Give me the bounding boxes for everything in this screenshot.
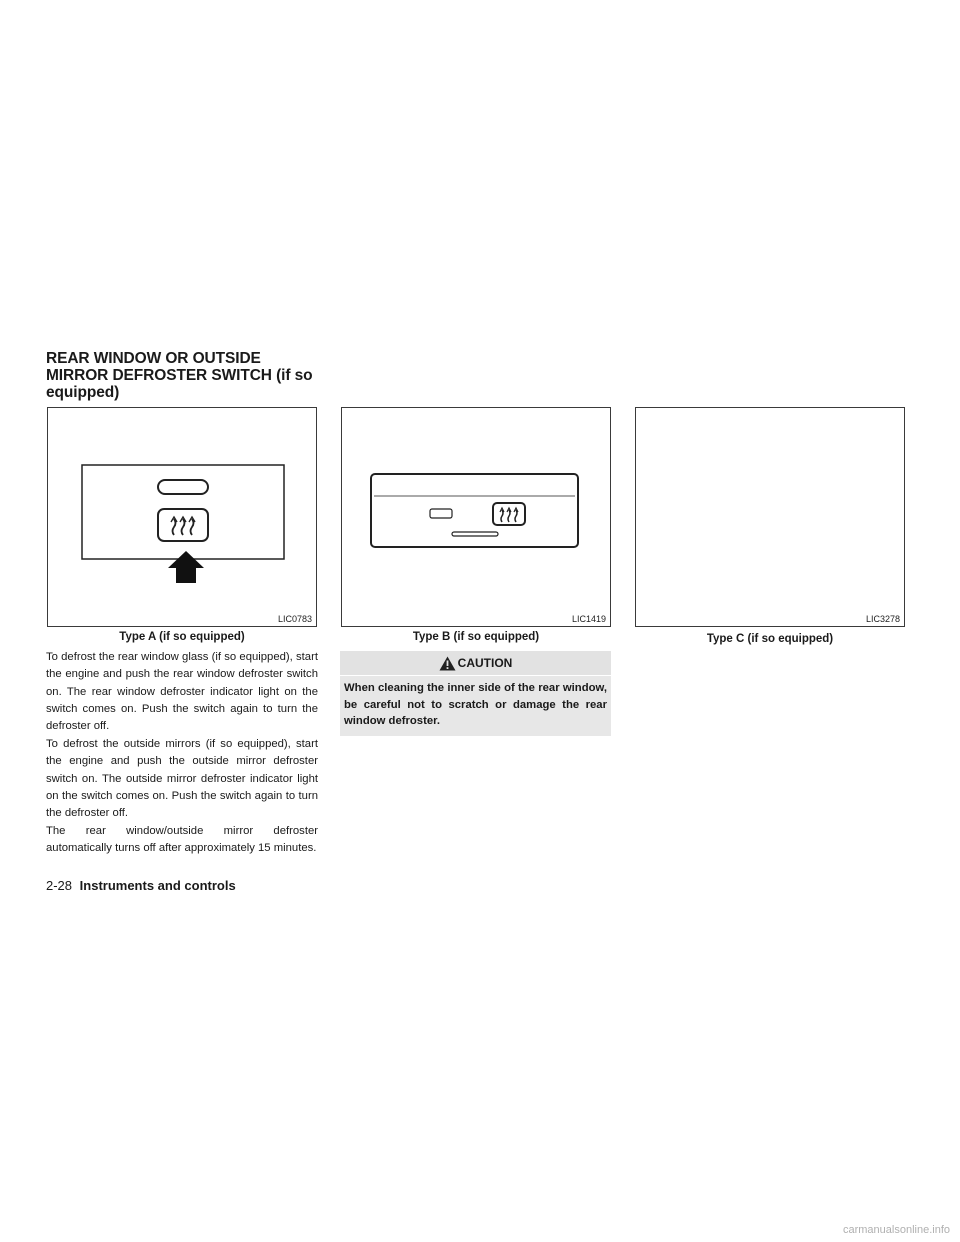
body-paragraph: To defrost the rear window glass (if so equipped), start the engine and push the rear window defroster switch on. The rear window defroster indicator light on the switch comes on. Push the switch again to turn the defroster off.	[46, 651, 318, 733]
figure-caption-a: Type A (if so equipped)	[119, 631, 245, 643]
figure-caption-b: Type B (if so equipped)	[412, 631, 540, 643]
caution-header	[340, 651, 611, 676]
body-paragraph: The rear window/outside mirror defroster automatically turns off after approximately 15 minutes.	[46, 825, 318, 855]
caution-box	[340, 651, 611, 736]
warning-icon	[439, 656, 456, 671]
footer-section-name: Instruments and controls	[79, 878, 236, 893]
figure-code: LIC0783	[277, 614, 312, 624]
page-number: 2-28	[46, 878, 73, 893]
figure-type-c	[635, 407, 905, 627]
caution-label: CAUTION	[457, 656, 513, 670]
caution-text: When cleaning the inner side of the rear window, be careful not to scratch or damage the rear window defroster.	[340, 676, 611, 736]
push-arrow-icon	[168, 551, 204, 583]
watermark: carmanualsonline.info	[842, 1224, 950, 1236]
figure-type-a	[47, 407, 317, 627]
defroster-switch-a-illustration	[48, 408, 318, 628]
page-footer	[46, 878, 236, 893]
defroster-wave-icon	[171, 517, 195, 535]
defroster-wave-icon	[500, 508, 518, 522]
body-paragraph: To defrost the outside mirrors (if so equipped), start the engine and push the outside mirror defroster switch on. The outside mirror defroster indicator light on the switch comes on. Push the switch again to turn the defroster off.	[46, 738, 318, 820]
defroster-switch-b-illustration	[342, 408, 612, 628]
figure-code: LIC3278	[865, 614, 900, 624]
heading-line-2: MIRROR DEFROSTER SWITCH (if so	[46, 367, 313, 384]
section-heading	[46, 350, 346, 401]
heading-line-3: equipped)	[46, 384, 120, 401]
figure-type-b	[341, 407, 611, 627]
heading-line-1: REAR WINDOW OR OUTSIDE	[46, 350, 261, 367]
figure-caption-c: Type C (if so equipped)	[706, 633, 834, 645]
figure-code: LIC1419	[571, 614, 606, 624]
